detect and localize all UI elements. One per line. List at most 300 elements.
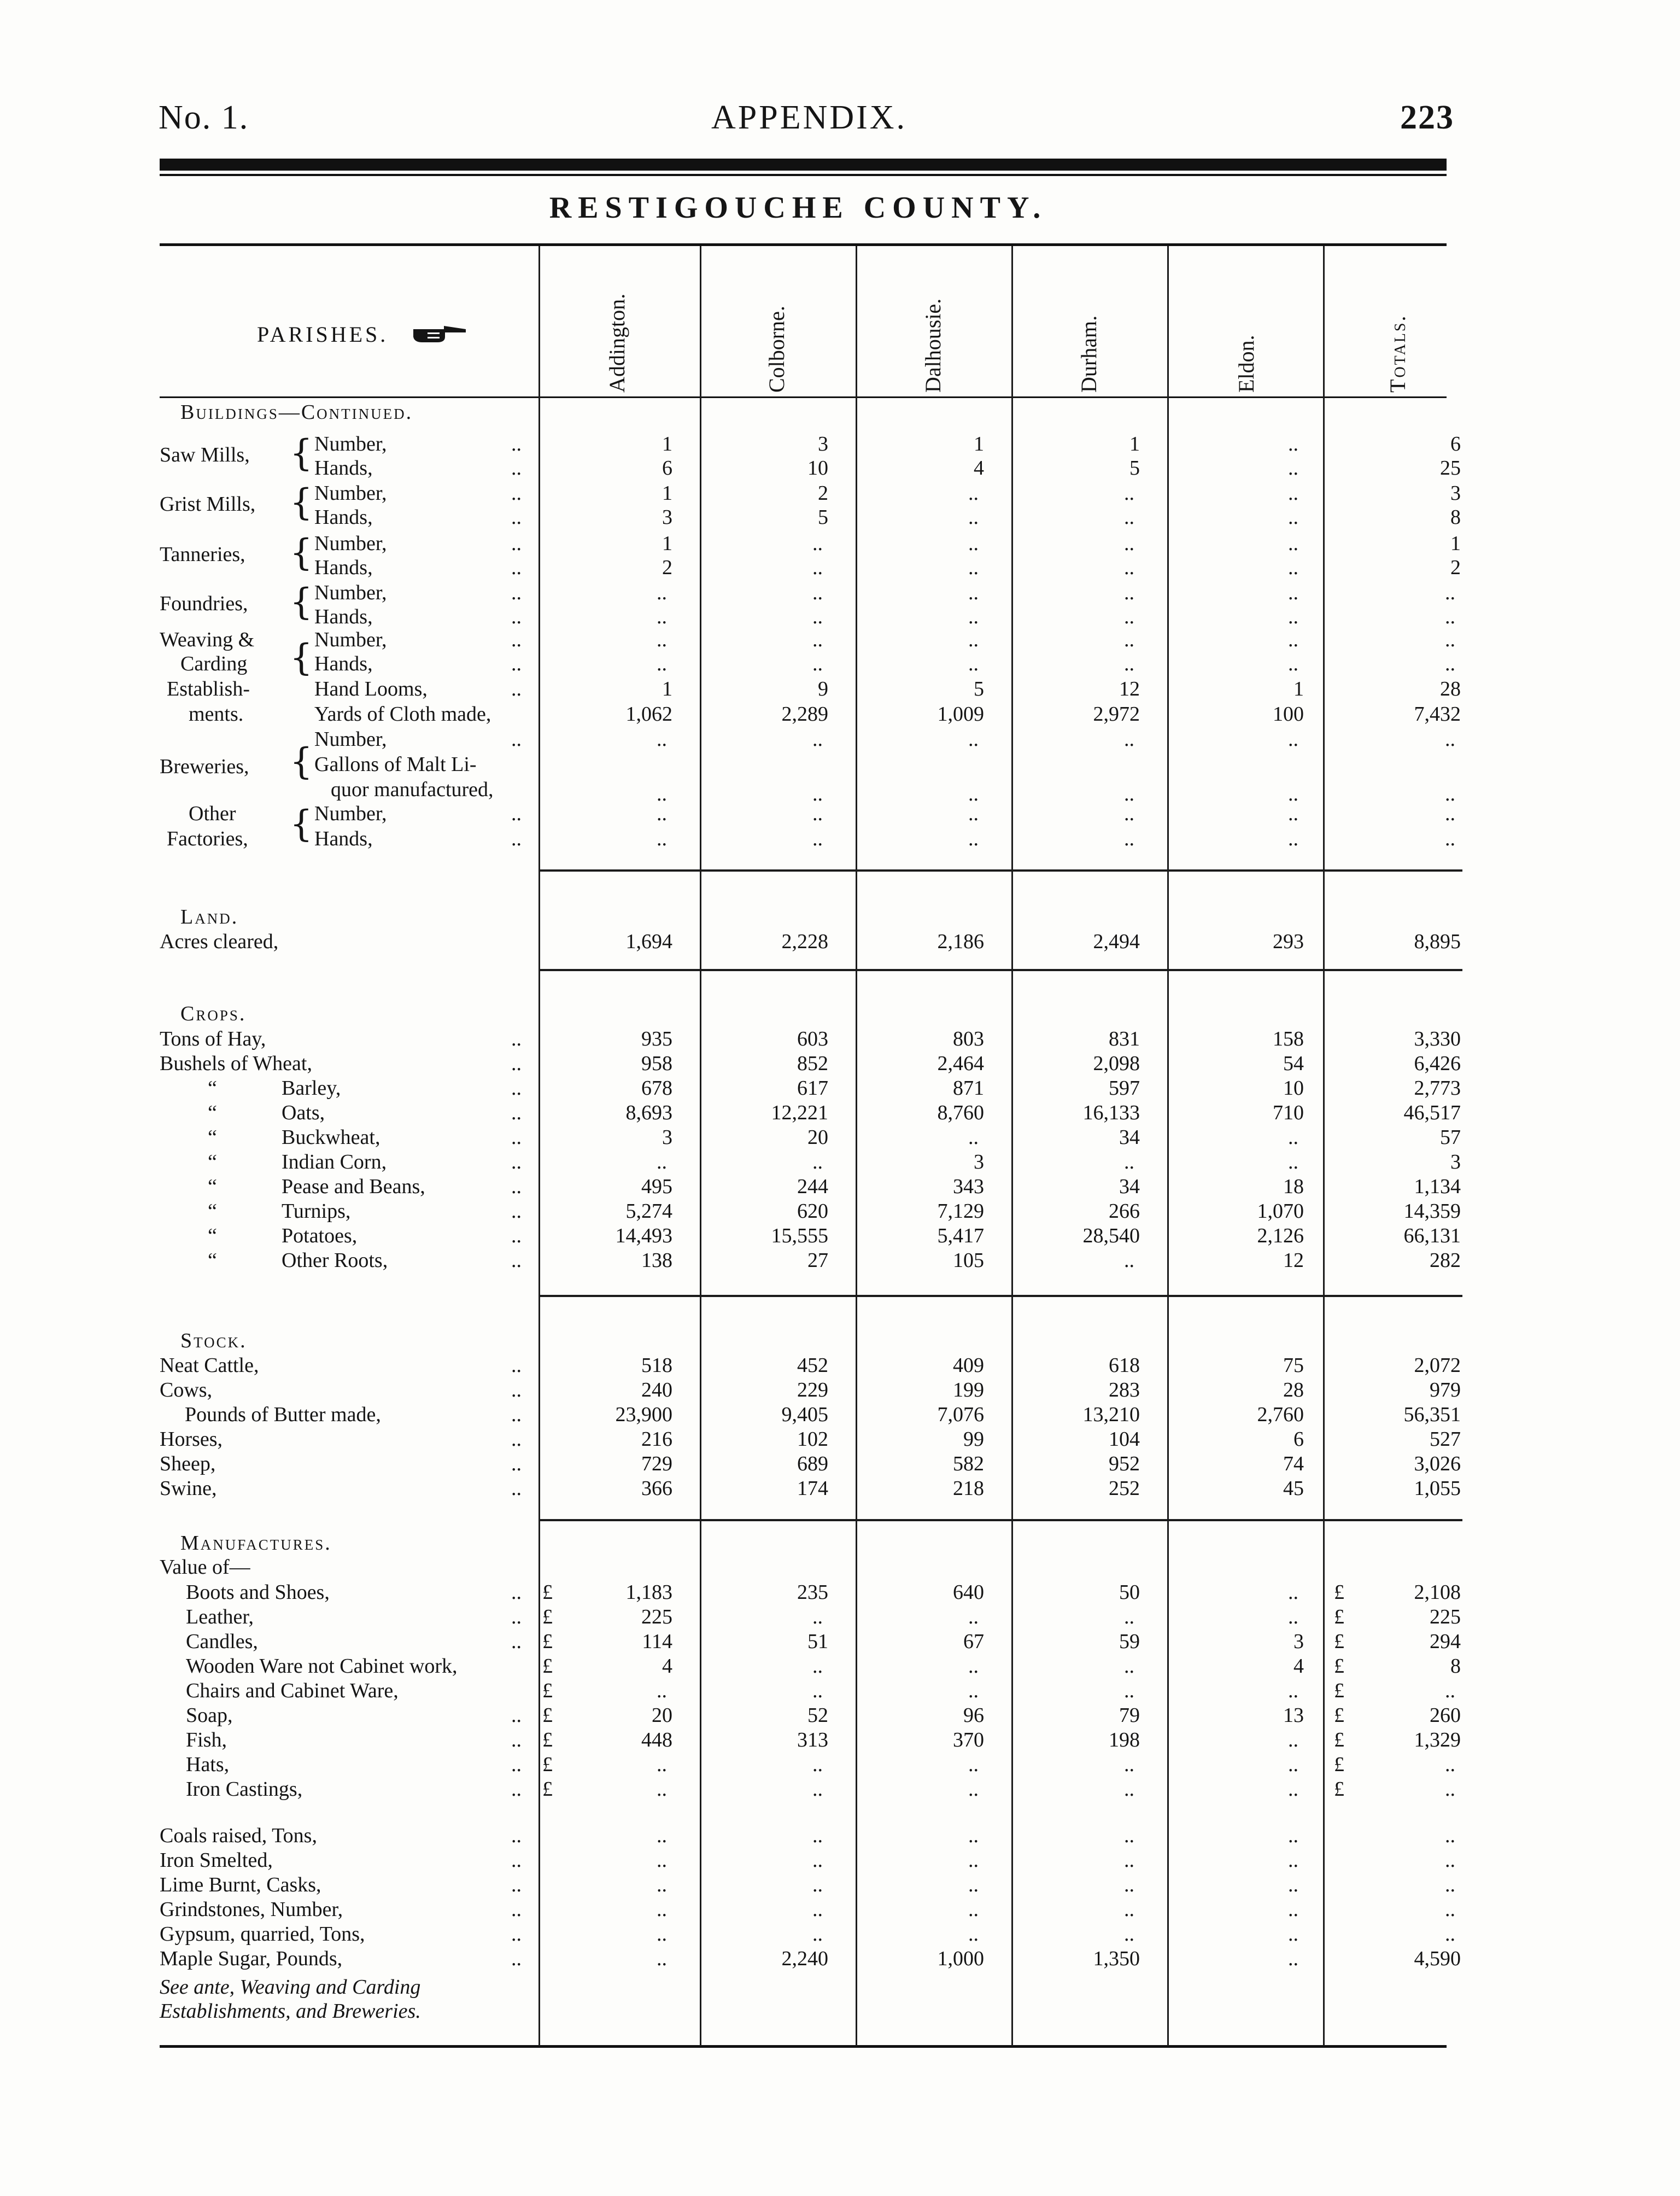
column-heading-label: Dalhousie. xyxy=(921,298,945,393)
table-cell: .. xyxy=(812,1849,823,1872)
table-cell: .. xyxy=(657,728,667,751)
table-cell: .. xyxy=(1445,1873,1455,1896)
table-cell: .. xyxy=(1124,1873,1134,1896)
table-cell: 1 xyxy=(1293,678,1304,700)
document-number: No. 1. xyxy=(159,99,249,136)
table-cell: 52 xyxy=(807,1704,828,1727)
table-cell: 56,351 xyxy=(1403,1403,1461,1426)
table-cell: 102 xyxy=(797,1428,828,1451)
leader-dots: .. xyxy=(511,1077,522,1100)
row-label: Turnips, xyxy=(282,1200,351,1223)
table-cell: .. xyxy=(1445,1824,1455,1847)
table-cell: 240 xyxy=(641,1379,672,1401)
row-label: Sheep, xyxy=(160,1452,216,1475)
table-cell: .. xyxy=(812,532,823,555)
column-heading xyxy=(1234,256,1292,393)
table-cell: 366 xyxy=(641,1477,672,1500)
table-cell: 46,517 xyxy=(1403,1101,1461,1124)
table-cell: .. xyxy=(1124,1923,1134,1946)
brace-glyph: { xyxy=(290,432,313,474)
table-cell: .. xyxy=(1288,1873,1298,1896)
table-cell: 2,072 xyxy=(1414,1354,1461,1377)
row-label: Number, xyxy=(314,581,387,604)
table-cell: 2,240 xyxy=(781,1947,828,1970)
table-cell: 66,131 xyxy=(1403,1224,1461,1247)
table-cell: 3 xyxy=(662,1126,672,1149)
row-label: Establish- xyxy=(167,678,250,700)
row-label: Lime Burnt, Casks, xyxy=(160,1873,321,1896)
table-cell: 45 xyxy=(1283,1477,1304,1500)
row-label: Candles, xyxy=(186,1630,258,1653)
page-number: 223 xyxy=(1400,99,1454,136)
row-label: Wooden Ware not Cabinet work, xyxy=(186,1655,458,1678)
row-label: Number, xyxy=(314,802,387,825)
table-cell: 3,026 xyxy=(1414,1452,1461,1475)
table-cell: .. xyxy=(968,1873,979,1896)
table-top-rule xyxy=(160,243,1447,246)
row-label: Tons of Hay, xyxy=(160,1027,266,1050)
table-cell: .. xyxy=(968,1923,979,1946)
table-cell: 618 xyxy=(1109,1354,1140,1377)
table-cell: 244 xyxy=(797,1175,828,1198)
row-label: Coals raised, Tons, xyxy=(160,1824,317,1847)
pound-sign: £ xyxy=(1334,1655,1344,1678)
pound-sign: £ xyxy=(1334,1581,1344,1604)
table-cell: 216 xyxy=(641,1428,672,1451)
table-cell: .. xyxy=(1124,581,1134,604)
table-cell: 1 xyxy=(662,433,672,455)
row-label: “ xyxy=(208,1101,217,1124)
table-cell: 3 xyxy=(662,506,672,529)
table-cell: 2,126 xyxy=(1257,1224,1304,1247)
table-cell: .. xyxy=(1288,605,1298,628)
table-cell: .. xyxy=(1288,1898,1298,1921)
row-label: Hands, xyxy=(314,457,373,480)
table-cell: .. xyxy=(812,1679,823,1702)
table-cell: 448 xyxy=(641,1728,672,1751)
table-cell: 597 xyxy=(1109,1077,1140,1100)
table-cell: .. xyxy=(1288,1126,1298,1149)
table-cell: 5 xyxy=(1129,457,1140,480)
table-cell: 8,760 xyxy=(937,1101,984,1124)
row-label: Other Roots, xyxy=(282,1249,388,1272)
pound-sign: £ xyxy=(542,1704,553,1727)
table-cell: .. xyxy=(968,782,979,805)
leader-dots: .. xyxy=(511,1403,522,1426)
header-rule-thick xyxy=(160,159,1447,171)
table-cell: .. xyxy=(1445,581,1455,604)
leader-dots: .. xyxy=(511,1753,522,1776)
table-cell: 79 xyxy=(1119,1704,1140,1727)
table-cell: .. xyxy=(1445,827,1455,850)
table-cell: .. xyxy=(968,628,979,651)
table-cell: 4 xyxy=(662,1655,672,1678)
table-cell: 74 xyxy=(1283,1452,1304,1475)
row-label: Number, xyxy=(314,532,387,555)
pound-sign: £ xyxy=(1334,1704,1344,1727)
table-cell: .. xyxy=(1124,506,1134,529)
table-cell: 8,693 xyxy=(625,1101,672,1124)
table-cell: .. xyxy=(1288,1778,1298,1801)
table-cell: .. xyxy=(1288,1679,1298,1702)
table-cell: 1,000 xyxy=(937,1947,984,1970)
table-cell: 2,494 xyxy=(1093,930,1140,953)
leader-dots: .. xyxy=(511,1052,522,1075)
leader-dots: .. xyxy=(511,652,522,675)
table-bottom-rule xyxy=(160,2045,1447,2048)
table-cell: 1,070 xyxy=(1257,1200,1304,1223)
table-cell: 409 xyxy=(953,1354,984,1377)
table-cell: 1,062 xyxy=(625,703,672,726)
row-label: Other xyxy=(189,802,236,825)
table-cell: .. xyxy=(1288,827,1298,850)
table-cell: 13,210 xyxy=(1082,1403,1140,1426)
table-cell: 1 xyxy=(974,433,984,455)
table-cell: 3 xyxy=(1450,1150,1461,1173)
table-cell: .. xyxy=(1124,1655,1134,1678)
leader-dots: .. xyxy=(511,482,522,505)
table-cell: .. xyxy=(968,1898,979,1921)
table-cell: .. xyxy=(968,1753,979,1776)
table-cell: .. xyxy=(812,1753,823,1776)
table-cell: 2,108 xyxy=(1414,1581,1461,1604)
table-cell: .. xyxy=(657,1923,667,1946)
table-cell: 14,493 xyxy=(615,1224,672,1247)
table-cell: 6 xyxy=(1450,433,1461,455)
table-cell: 603 xyxy=(797,1027,828,1050)
table-cell: 1,055 xyxy=(1414,1477,1461,1500)
row-label: Hands, xyxy=(314,506,373,529)
table-cell: 370 xyxy=(953,1728,984,1751)
table-cell: .. xyxy=(1288,628,1298,651)
table-cell: 1 xyxy=(662,532,672,555)
leader-dots: .. xyxy=(511,1873,522,1896)
table-cell: .. xyxy=(1288,1581,1298,1604)
table-cell: 28,540 xyxy=(1082,1224,1140,1247)
table-cell: .. xyxy=(812,1655,823,1678)
table-cell: 803 xyxy=(953,1027,984,1050)
row-label: Hands, xyxy=(314,605,373,628)
table-cell: .. xyxy=(1124,1249,1134,1272)
leader-dots: .. xyxy=(511,506,522,529)
pound-sign: £ xyxy=(1334,1778,1344,1801)
table-cell: .. xyxy=(968,1849,979,1872)
table-cell: .. xyxy=(1124,532,1134,555)
leader-dots: .. xyxy=(511,581,522,604)
column-divider xyxy=(1011,246,1013,2046)
row-label: Maple Sugar, Pounds, xyxy=(160,1947,343,1970)
table-cell: .. xyxy=(968,605,979,628)
table-cell: 174 xyxy=(797,1477,828,1500)
row-label: Leather, xyxy=(186,1605,254,1628)
table-cell: .. xyxy=(1124,1679,1134,1702)
row-label: Buildings—Continued. xyxy=(180,401,413,424)
table-cell: .. xyxy=(812,1898,823,1921)
row-label: Value of— xyxy=(160,1556,250,1579)
leader-dots: .. xyxy=(511,1605,522,1628)
table-cell: .. xyxy=(657,1753,667,1776)
table-cell: 9,405 xyxy=(781,1403,828,1426)
table-cell: 2 xyxy=(818,482,828,505)
row-label: Number, xyxy=(314,482,387,505)
row-label: Potatoes, xyxy=(282,1224,358,1247)
row-label: Grindstones, Number, xyxy=(160,1898,343,1921)
leader-dots: .. xyxy=(511,1452,522,1475)
leader-dots: .. xyxy=(511,605,522,628)
leader-dots: .. xyxy=(511,1379,522,1401)
table-cell: 2,464 xyxy=(937,1052,984,1075)
table-cell: 2,228 xyxy=(781,930,828,953)
table-cell: 3,330 xyxy=(1414,1027,1461,1050)
table-cell: 620 xyxy=(797,1200,828,1223)
table-cell: 15,555 xyxy=(771,1224,828,1247)
table-cell: .. xyxy=(968,802,979,825)
table-cell: 2,289 xyxy=(781,703,828,726)
column-heading xyxy=(921,256,979,393)
leader-dots: .. xyxy=(511,1630,522,1653)
table-cell: 343 xyxy=(953,1175,984,1198)
brace-glyph: { xyxy=(290,481,313,523)
row-label: Bushels of Wheat, xyxy=(160,1052,312,1075)
table-cell: 1,694 xyxy=(625,930,672,953)
row-label: Pease and Beans, xyxy=(282,1175,425,1198)
leader-dots: .. xyxy=(511,532,522,555)
table-head-rule xyxy=(160,396,1447,398)
table-cell: .. xyxy=(1445,1778,1455,1801)
table-cell: .. xyxy=(657,652,667,675)
table-cell: .. xyxy=(1288,556,1298,579)
row-label: Establishments, and Breweries. xyxy=(160,2000,421,2023)
table-cell: 313 xyxy=(797,1728,828,1751)
table-cell: .. xyxy=(1445,605,1455,628)
table-cell: .. xyxy=(812,628,823,651)
table-cell: .. xyxy=(1445,1923,1455,1946)
table-cell: 2 xyxy=(1450,556,1461,579)
table-cell: .. xyxy=(1445,728,1455,751)
row-label: Horses, xyxy=(160,1428,223,1451)
column-heading xyxy=(1076,256,1134,393)
table-cell: .. xyxy=(657,827,667,850)
table-cell: .. xyxy=(968,1126,979,1149)
table-cell: .. xyxy=(812,1150,823,1173)
table-cell: 8 xyxy=(1450,506,1461,529)
row-label: Yards of Cloth made, xyxy=(314,703,491,726)
leader-dots: .. xyxy=(511,1704,522,1727)
row-label: “ xyxy=(208,1249,217,1272)
table-cell: 104 xyxy=(1109,1428,1140,1451)
column-heading-label: Totals. xyxy=(1385,314,1410,393)
pound-sign: £ xyxy=(1334,1728,1344,1751)
table-cell: 28 xyxy=(1440,678,1461,700)
table-cell: 2 xyxy=(662,556,672,579)
table-cell: 225 xyxy=(641,1605,672,1628)
leader-dots: .. xyxy=(511,802,522,825)
row-label: Hats, xyxy=(186,1753,230,1776)
column-divider xyxy=(856,246,857,2046)
table-cell: 138 xyxy=(641,1249,672,1272)
table-cell: 235 xyxy=(797,1581,828,1604)
table-cell: .. xyxy=(1445,1679,1455,1702)
table-cell: 979 xyxy=(1430,1379,1461,1401)
column-heading-label: Colborne. xyxy=(764,306,789,393)
leader-dots: .. xyxy=(511,1101,522,1124)
brace-glyph: { xyxy=(290,803,313,845)
table-cell: 12 xyxy=(1119,678,1140,700)
table-cell: .. xyxy=(1288,506,1298,529)
row-label: “ xyxy=(208,1077,217,1100)
table-cell: 27 xyxy=(807,1249,828,1272)
table-cell: 8 xyxy=(1450,1655,1461,1678)
table-cell: .. xyxy=(812,605,823,628)
column-heading-label: Durham. xyxy=(1076,315,1101,393)
column-heading-label: Addington. xyxy=(605,293,629,393)
column-divider xyxy=(1323,246,1325,2046)
pound-sign: £ xyxy=(542,1679,553,1702)
table-cell: 1 xyxy=(662,678,672,700)
table-cell: .. xyxy=(657,1873,667,1896)
table-cell: .. xyxy=(657,802,667,825)
row-label: Barley, xyxy=(282,1077,341,1100)
table-cell: .. xyxy=(657,581,667,604)
table-cell: .. xyxy=(657,1849,667,1872)
table-cell: .. xyxy=(1124,556,1134,579)
pound-sign: £ xyxy=(1334,1630,1344,1653)
row-label: Indian Corn, xyxy=(282,1150,387,1173)
table-cell: 640 xyxy=(953,1581,984,1604)
table-cell: .. xyxy=(968,1824,979,1847)
table-cell: 57 xyxy=(1440,1126,1461,1149)
table-cell: 3 xyxy=(1293,1630,1304,1653)
row-label: Tanneries, xyxy=(160,543,245,566)
table-cell: 1 xyxy=(662,482,672,505)
table-cell: .. xyxy=(812,556,823,579)
table-cell: .. xyxy=(657,605,667,628)
row-label: Soap, xyxy=(186,1704,233,1727)
table-cell: .. xyxy=(1124,1849,1134,1872)
table-cell: .. xyxy=(1124,802,1134,825)
table-cell: .. xyxy=(657,1150,667,1173)
table-cell: .. xyxy=(812,827,823,850)
table-cell: 2,972 xyxy=(1093,703,1140,726)
leader-dots: .. xyxy=(511,827,522,850)
row-label: Factories, xyxy=(167,827,248,850)
table-cell: .. xyxy=(1124,605,1134,628)
table-cell: .. xyxy=(1288,782,1298,805)
row-label: Chairs and Cabinet Ware, xyxy=(186,1679,399,1702)
pound-sign: £ xyxy=(1334,1679,1344,1702)
row-label: Number, xyxy=(314,628,387,651)
table-cell: 51 xyxy=(807,1630,828,1653)
table-cell: 282 xyxy=(1430,1249,1461,1272)
table-cell: 1 xyxy=(1129,433,1140,455)
table-cell: .. xyxy=(1445,1753,1455,1776)
table-cell: 1,350 xyxy=(1093,1947,1140,1970)
table-cell: 114 xyxy=(642,1630,672,1653)
leader-dots: .. xyxy=(511,1428,522,1451)
leader-dots: .. xyxy=(511,1728,522,1751)
table-cell: 4 xyxy=(1293,1655,1304,1678)
table-cell: .. xyxy=(657,1898,667,1921)
table-cell: .. xyxy=(1445,628,1455,651)
table-cell: .. xyxy=(812,1824,823,1847)
table-cell: 3 xyxy=(818,433,828,455)
column-heading xyxy=(1385,256,1443,393)
table-cell: .. xyxy=(1288,1728,1298,1751)
table-cell: .. xyxy=(1124,827,1134,850)
table-cell: .. xyxy=(1288,457,1298,480)
pound-sign: £ xyxy=(542,1655,553,1678)
table-cell: .. xyxy=(1288,482,1298,505)
pound-sign: £ xyxy=(1334,1753,1344,1776)
table-cell: 1,134 xyxy=(1414,1175,1461,1198)
row-label: Cows, xyxy=(160,1379,213,1401)
table-cell: 8,895 xyxy=(1414,930,1461,953)
row-label: Iron Smelted, xyxy=(160,1849,273,1872)
leader-dots: .. xyxy=(511,1200,522,1223)
leader-dots: .. xyxy=(511,1175,522,1198)
column-heading xyxy=(605,256,663,393)
table-cell: .. xyxy=(968,532,979,555)
table-cell: .. xyxy=(657,1824,667,1847)
table-cell: 452 xyxy=(797,1354,828,1377)
table-cell: 67 xyxy=(963,1630,984,1653)
table-cell: 266 xyxy=(1109,1200,1140,1223)
table-cell: .. xyxy=(968,652,979,675)
table-cell: 689 xyxy=(797,1452,828,1475)
table-cell: 100 xyxy=(1273,703,1304,726)
table-cell: .. xyxy=(1124,482,1134,505)
table-cell: .. xyxy=(812,782,823,805)
table-cell: 2,098 xyxy=(1093,1052,1140,1075)
leader-dots: .. xyxy=(511,1027,522,1050)
table-cell: 5,417 xyxy=(937,1224,984,1247)
row-label: Hands, xyxy=(314,556,373,579)
row-label: Swine, xyxy=(160,1477,217,1500)
table-cell: .. xyxy=(1288,433,1298,455)
section-separator xyxy=(538,1519,1462,1521)
table-cell: .. xyxy=(1288,581,1298,604)
table-cell: 6 xyxy=(662,457,672,480)
leader-dots: .. xyxy=(511,1898,522,1921)
table-cell: 2,773 xyxy=(1414,1077,1461,1100)
row-label: Oats, xyxy=(282,1101,325,1124)
row-label: Crops. xyxy=(180,1002,247,1025)
table-cell: 582 xyxy=(953,1452,984,1475)
table-cell: 729 xyxy=(641,1452,672,1475)
row-label: “ xyxy=(208,1126,217,1149)
brace-glyph: { xyxy=(290,581,313,623)
leader-dots: .. xyxy=(511,1126,522,1149)
leader-dots: .. xyxy=(511,1849,522,1872)
table-cell: .. xyxy=(1288,1150,1298,1173)
table-cell: .. xyxy=(812,802,823,825)
row-label: Breweries, xyxy=(160,755,249,778)
pound-sign: £ xyxy=(542,1581,553,1604)
table-cell: .. xyxy=(968,556,979,579)
table-cell: .. xyxy=(1124,1753,1134,1776)
table-cell: 54 xyxy=(1283,1052,1304,1075)
row-label: “ xyxy=(208,1224,217,1247)
table-cell: 158 xyxy=(1273,1027,1304,1050)
header-rule-thin xyxy=(160,174,1447,176)
table-cell: 23,900 xyxy=(615,1403,672,1426)
table-cell: 59 xyxy=(1119,1630,1140,1653)
table-cell: 28 xyxy=(1283,1379,1304,1401)
table-cell: .. xyxy=(812,652,823,675)
table-cell: 294 xyxy=(1430,1630,1461,1653)
table-cell: .. xyxy=(968,506,979,529)
table-cell: .. xyxy=(1288,802,1298,825)
